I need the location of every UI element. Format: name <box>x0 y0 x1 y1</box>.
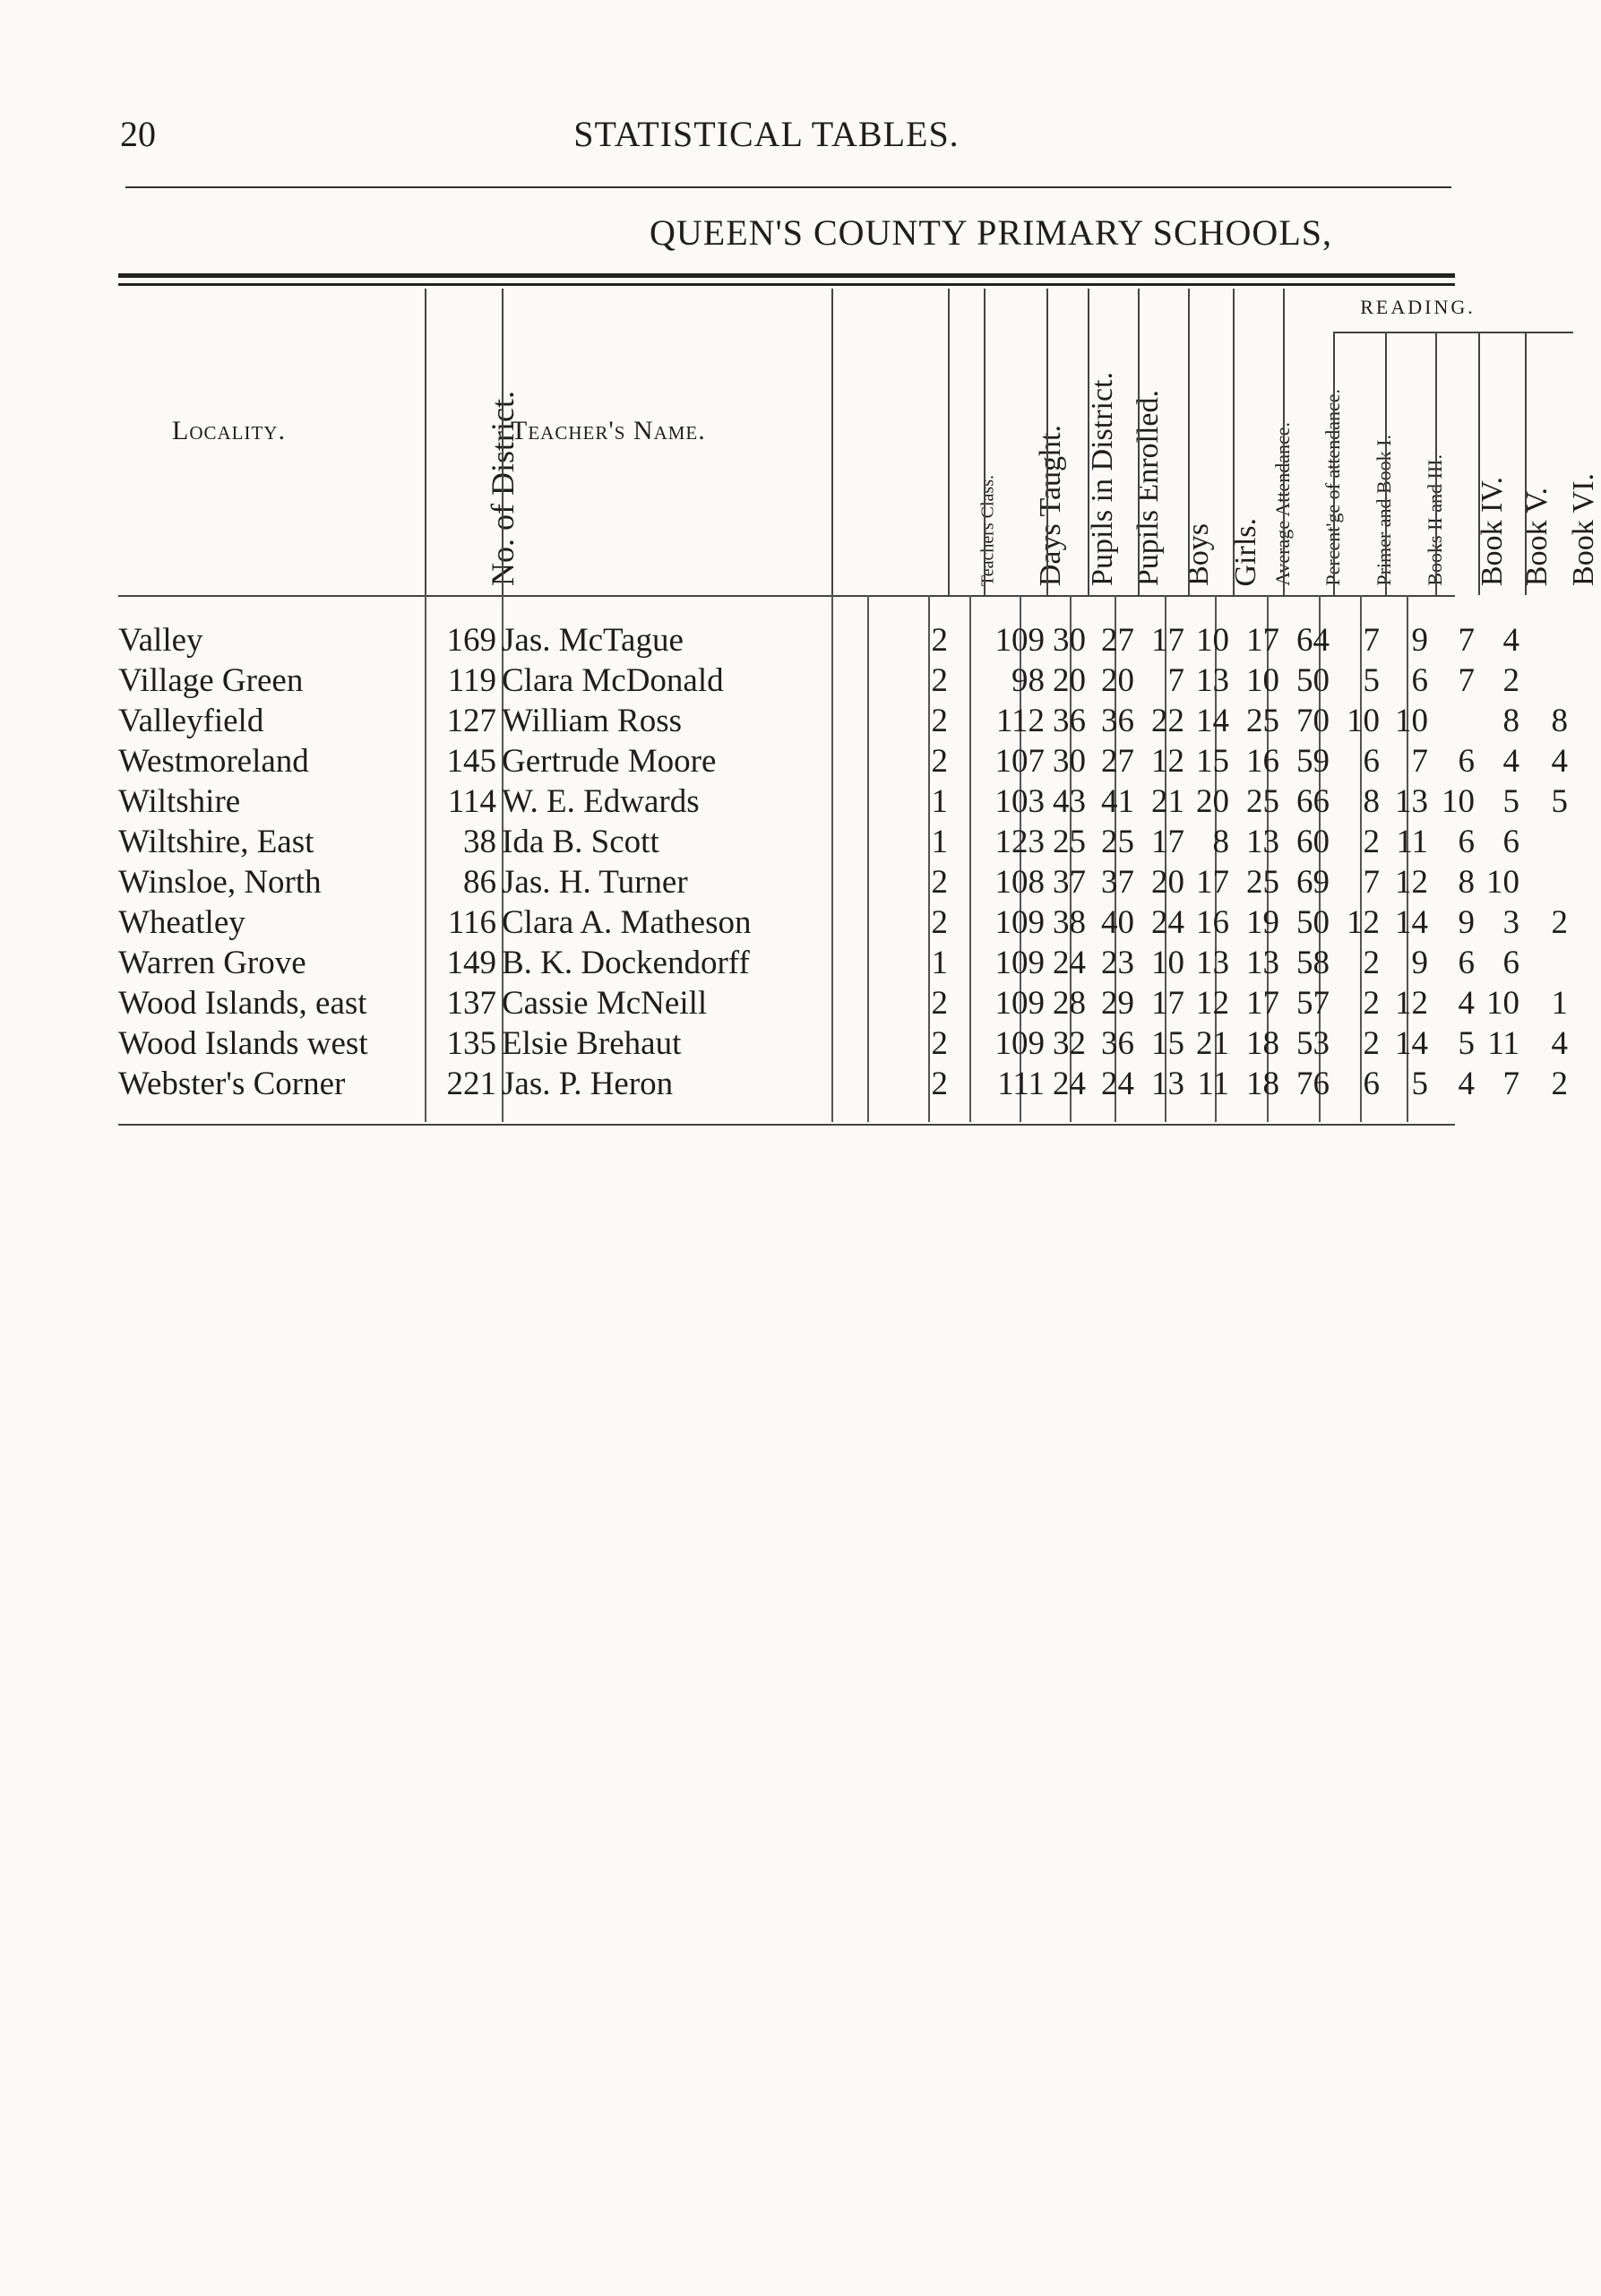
cell-girls: 10 <box>1196 622 1229 659</box>
cell-girls: 17 <box>1196 864 1229 901</box>
cell-b23: 12 <box>1395 864 1428 901</box>
cell-district: 86 <box>463 864 496 901</box>
cell-boys: 17 <box>1151 622 1184 659</box>
cell-district: 169 <box>446 622 496 659</box>
cell-avg: 10 <box>1246 662 1279 699</box>
cell-avg: 18 <box>1246 1066 1279 1102</box>
header-girls: Girls. <box>1229 517 1262 586</box>
table-row <box>118 1064 1568 1104</box>
cell-b23: 12 <box>1395 985 1428 1022</box>
cell-teacher: Jas. P. Heron <box>502 1066 674 1102</box>
table-header <box>118 289 1600 595</box>
cell-cls: 1 <box>931 824 948 860</box>
running-head: STATISTICAL TABLES. <box>573 114 960 154</box>
cell-girls: 13 <box>1196 662 1229 699</box>
cell-pct: 69 <box>1296 864 1330 901</box>
header-teachers-class: Teachers Class. <box>977 474 998 586</box>
cell-enr: 40 <box>1101 904 1134 941</box>
cell-b5: 4 <box>1502 743 1519 780</box>
table-row <box>118 620 1519 660</box>
cell-avg: 13 <box>1246 824 1279 860</box>
cell-pid: 24 <box>1053 945 1086 981</box>
cell-locality: Valley <box>118 622 203 659</box>
cell-teacher: Jas. H. Turner <box>502 864 688 901</box>
cell-locality: Warren Grove <box>118 945 306 981</box>
cell-teacher: William Ross <box>502 703 682 739</box>
cell-b6: 5 <box>1551 783 1568 820</box>
header-book-vi: Book VI. <box>1567 473 1600 586</box>
cell-days: 108 <box>994 864 1045 901</box>
cell-avg: 25 <box>1246 703 1279 739</box>
header-primer-book-i: Primer and Book I. <box>1373 435 1395 586</box>
header-reading: READING. <box>1360 296 1476 318</box>
cell-cls: 2 <box>931 622 948 659</box>
table-row <box>118 862 1519 902</box>
cell-b4: 4 <box>1458 985 1475 1022</box>
cell-district: 137 <box>446 985 496 1022</box>
header-days-taught: Days Taught. <box>1034 424 1067 586</box>
cell-b4: 6 <box>1458 743 1475 780</box>
cell-locality: Village Green <box>118 662 304 699</box>
cell-teacher: Ida B. Scott <box>502 824 659 860</box>
cell-b4: 6 <box>1458 945 1475 981</box>
cell-cls: 2 <box>931 743 948 780</box>
cell-days: 112 <box>995 703 1045 739</box>
cell-b23: 14 <box>1395 1025 1428 1062</box>
cell-pct: 76 <box>1296 1066 1330 1102</box>
double-rule-thin <box>118 283 1455 286</box>
cell-locality: Wiltshire <box>118 783 241 820</box>
header-district: No. of District. <box>485 391 521 586</box>
header-b5-cell <box>1478 333 1554 595</box>
header-pupils-in-district: Pupils in District. <box>1086 372 1119 586</box>
cell-boys: 24 <box>1151 904 1184 941</box>
cell-cls: 2 <box>931 703 948 739</box>
cell-days: 109 <box>994 622 1045 659</box>
cell-b5: 11 <box>1487 1025 1519 1062</box>
cell-b23: 5 <box>1411 1066 1428 1102</box>
header-avg-cell <box>1233 289 1294 595</box>
header-book-v: Book V. <box>1520 487 1554 586</box>
cell-pct: 64 <box>1296 622 1330 659</box>
table-row <box>118 781 1568 822</box>
cell-cls: 1 <box>931 945 948 981</box>
cell-girls: 13 <box>1196 945 1229 981</box>
cell-enr: 27 <box>1101 743 1134 780</box>
cell-b1: 6 <box>1363 1066 1380 1102</box>
cell-boys: 7 <box>1167 662 1184 699</box>
double-rule-thick <box>118 273 1455 278</box>
cell-b6: 2 <box>1551 1066 1568 1102</box>
cell-b23: 9 <box>1411 945 1428 981</box>
cell-district: 221 <box>446 1066 496 1102</box>
cell-b6: 8 <box>1551 703 1568 739</box>
cell-b5: 5 <box>1502 783 1519 820</box>
cell-b6 <box>1408 862 1568 902</box>
cell-b23: 7 <box>1411 743 1428 780</box>
cell-b6 <box>1408 943 1568 983</box>
cell-b4: 5 <box>1458 1025 1475 1062</box>
cell-district: 38 <box>463 824 496 860</box>
cell-girls: 12 <box>1196 985 1229 1022</box>
cell-pid: 38 <box>1053 904 1086 941</box>
cell-district: 114 <box>447 783 496 820</box>
header-b4-cell <box>1435 333 1509 595</box>
page-number: 20 <box>120 114 156 154</box>
cell-pct: 50 <box>1296 662 1330 699</box>
cell-enr: 23 <box>1101 945 1134 981</box>
cell-avg: 25 <box>1246 783 1279 820</box>
header-pct-cell <box>1283 289 1344 595</box>
cell-pid: 30 <box>1053 743 1086 780</box>
header-average-attendance: Average Attendance. <box>1271 422 1294 586</box>
cell-pct: 57 <box>1296 985 1330 1022</box>
cell-days: 123 <box>994 824 1045 860</box>
cell-girls: 15 <box>1196 743 1229 780</box>
cell-enr: 36 <box>1101 1025 1134 1062</box>
cell-pid: 28 <box>1053 985 1086 1022</box>
header-boys-cell <box>1138 289 1215 595</box>
cell-b6: 1 <box>1551 985 1568 1022</box>
table-row <box>118 1023 1568 1064</box>
cell-locality: Winsloe, North <box>118 864 322 901</box>
header-b6-cell <box>1525 333 1600 595</box>
cell-b6 <box>1408 660 1568 701</box>
cell-pct: 60 <box>1296 824 1330 860</box>
header-locality: Locality. <box>172 416 286 445</box>
cell-teacher: Cassie McNeill <box>502 985 708 1022</box>
header-days-cell <box>984 289 1067 595</box>
cell-district: 145 <box>446 743 496 780</box>
cell-cls: 2 <box>931 1066 948 1102</box>
cell-teacher: W. E. Edwards <box>502 783 700 820</box>
cell-enr: 25 <box>1101 824 1134 860</box>
cell-b4: 8 <box>1458 864 1475 901</box>
cell-days: 109 <box>994 945 1045 981</box>
cell-locality: Valleyfield <box>118 703 264 739</box>
table-body <box>118 620 1568 1104</box>
cell-b1: 8 <box>1363 783 1380 820</box>
cell-enr: 20 <box>1101 662 1134 699</box>
header-girls-cell <box>1188 289 1262 595</box>
cell-b5: 4 <box>1502 622 1519 659</box>
cell-boys: 12 <box>1151 743 1184 780</box>
cell-teacher: Clara McDonald <box>502 662 724 699</box>
cell-days: 109 <box>994 1025 1045 1062</box>
cell-boys: 17 <box>1151 824 1184 860</box>
cell-b23: 14 <box>1395 904 1428 941</box>
header-pid-cell <box>1046 289 1119 595</box>
cell-locality: Wood Islands, east <box>118 985 367 1022</box>
cell-b1: 2 <box>1363 945 1380 981</box>
table-title: QUEEN'S COUNTY PRIMARY SCHOOLS, <box>650 212 1332 253</box>
cell-b4: 7 <box>1458 622 1475 659</box>
cell-boys: 17 <box>1151 985 1184 1022</box>
cell-b6 <box>1408 620 1568 660</box>
cell-avg: 18 <box>1246 1025 1279 1062</box>
cell-pid: 36 <box>1053 703 1086 739</box>
cell-cls: 2 <box>931 904 948 941</box>
cell-boys: 13 <box>1151 1066 1184 1102</box>
cell-boys: 21 <box>1151 783 1184 820</box>
cell-boys: 20 <box>1151 864 1184 901</box>
cell-days: 109 <box>994 985 1045 1022</box>
header-b23-cell <box>1385 333 1446 595</box>
cell-pct: 58 <box>1296 945 1330 981</box>
cell-teacher: Elsie Brehaut <box>502 1025 682 1062</box>
cell-boys: 22 <box>1151 703 1184 739</box>
cell-avg: 13 <box>1246 945 1279 981</box>
cell-district: 119 <box>447 662 496 699</box>
cell-pct: 50 <box>1296 904 1330 941</box>
cell-pct: 53 <box>1296 1025 1330 1062</box>
cell-b5: 6 <box>1502 945 1519 981</box>
cell-avg: 16 <box>1246 743 1279 780</box>
header-class-cell <box>831 289 867 595</box>
cell-girls: 20 <box>1196 783 1229 820</box>
cell-boys: 15 <box>1151 1025 1184 1062</box>
cell-pid: 25 <box>1053 824 1086 860</box>
cell-b1: 2 <box>1363 1025 1380 1062</box>
cell-days: 98 <box>1011 662 1045 699</box>
table-row <box>118 660 1519 701</box>
cell-b1: 7 <box>1363 864 1380 901</box>
cell-b4: 10 <box>1442 783 1475 820</box>
cell-teacher: Clara A. Matheson <box>502 904 752 941</box>
header-pupils-enrolled: Pupils Enrolled. <box>1132 389 1165 586</box>
cell-locality: Westmoreland <box>118 743 309 780</box>
cell-boys: 10 <box>1151 945 1184 981</box>
cell-b4: 7 <box>1458 662 1475 699</box>
cell-enr: 24 <box>1101 1066 1134 1102</box>
cell-pct: 59 <box>1296 743 1330 780</box>
header-books-ii-iii: Books II and III. <box>1424 454 1446 586</box>
cell-cls: 2 <box>931 1025 948 1062</box>
cell-b1: 10 <box>1347 703 1380 739</box>
cell-district: 127 <box>446 703 496 739</box>
cell-b1: 7 <box>1363 622 1380 659</box>
cell-days: 107 <box>994 743 1045 780</box>
cell-locality: Wiltshire, East <box>118 824 314 860</box>
cell-locality: Webster's Corner <box>118 1066 346 1102</box>
cell-days: 111 <box>997 1066 1045 1102</box>
cell-b5: 8 <box>1502 703 1519 739</box>
cell-b5: 7 <box>1502 1066 1519 1102</box>
table-row <box>118 822 1519 862</box>
cell-b5: 2 <box>1502 662 1519 699</box>
cell-pid: 43 <box>1053 783 1086 820</box>
cell-locality: Wheatley <box>118 904 245 941</box>
header-b1-cell <box>1333 333 1395 595</box>
cell-b6 <box>1408 822 1568 862</box>
header-teacher: Teacher's Name. <box>511 416 706 445</box>
table-row <box>118 701 1568 741</box>
cell-district: 149 <box>446 945 496 981</box>
cell-cls: 1 <box>931 783 948 820</box>
cell-enr: 41 <box>1101 783 1134 820</box>
cell-cls: 2 <box>931 662 948 699</box>
cell-enr: 37 <box>1101 864 1134 901</box>
cell-cls: 2 <box>931 985 948 1022</box>
header-bottom-rule <box>118 595 1455 597</box>
cell-avg: 17 <box>1246 622 1279 659</box>
cell-pid: 20 <box>1053 662 1086 699</box>
cell-days: 103 <box>994 783 1045 820</box>
table-row <box>118 943 1519 983</box>
cell-district: 116 <box>447 904 496 941</box>
header-enr-cell <box>1088 289 1165 595</box>
cell-pct: 66 <box>1296 783 1330 820</box>
table-bottom-rule <box>118 1124 1455 1126</box>
header-percent-attendance: Percent'ge of attendance. <box>1321 389 1344 586</box>
cell-pid: 32 <box>1053 1025 1086 1062</box>
cell-b5: 6 <box>1502 824 1519 860</box>
cell-enr: 36 <box>1101 703 1134 739</box>
cell-teacher: Jas. McTague <box>502 622 684 659</box>
cell-avg: 17 <box>1246 985 1279 1022</box>
cell-days: 109 <box>994 904 1045 941</box>
cell-teacher: Gertrude Moore <box>502 743 717 780</box>
cell-b4: 6 <box>1458 824 1475 860</box>
cell-b4: 4 <box>1458 1066 1475 1102</box>
header-boys: Boys <box>1182 523 1215 586</box>
cell-girls: 21 <box>1196 1025 1229 1062</box>
cell-b1: 6 <box>1363 743 1380 780</box>
cell-girls: 14 <box>1196 703 1229 739</box>
cell-b4: 9 <box>1458 904 1475 941</box>
cell-pct: 70 <box>1296 703 1330 739</box>
cell-avg: 19 <box>1246 904 1279 941</box>
top-rule <box>125 186 1451 188</box>
table-row <box>118 741 1568 781</box>
cell-girls: 8 <box>1212 824 1229 860</box>
cell-locality: Wood Islands west <box>118 1025 368 1062</box>
cell-b1: 12 <box>1347 904 1380 941</box>
cell-b23: 11 <box>1396 824 1428 860</box>
cell-enr: 27 <box>1101 622 1134 659</box>
cell-b5: 10 <box>1486 864 1519 901</box>
cell-pid: 30 <box>1053 622 1086 659</box>
cell-girls: 16 <box>1196 904 1229 941</box>
cell-b1: 2 <box>1363 824 1380 860</box>
cell-girls: 11 <box>1197 1066 1229 1102</box>
cell-enr: 29 <box>1101 985 1134 1022</box>
header-class-cell-b <box>948 289 998 595</box>
table-row <box>118 902 1568 943</box>
cell-b6: 2 <box>1551 904 1568 941</box>
cell-b23: 13 <box>1395 783 1428 820</box>
cell-b23: 6 <box>1411 662 1428 699</box>
table-row <box>118 983 1568 1023</box>
cell-b6: 4 <box>1551 1025 1568 1062</box>
cell-teacher: B. K. Dockendorff <box>502 945 750 981</box>
cell-pid: 24 <box>1053 1066 1086 1102</box>
cell-cls: 2 <box>931 864 948 901</box>
header-book-iv: Book IV. <box>1476 476 1509 586</box>
cell-b6: 4 <box>1551 743 1568 780</box>
cell-b1: 5 <box>1363 662 1380 699</box>
cell-b5: 10 <box>1486 985 1519 1022</box>
cell-district: 135 <box>446 1025 496 1062</box>
cell-b23: 9 <box>1411 622 1428 659</box>
header-district-cell <box>425 289 521 595</box>
cell-b23: 10 <box>1395 703 1428 739</box>
cell-b1: 2 <box>1363 985 1380 1022</box>
cell-b5: 3 <box>1502 904 1519 941</box>
cell-pid: 37 <box>1053 864 1086 901</box>
cell-avg: 25 <box>1246 864 1279 901</box>
